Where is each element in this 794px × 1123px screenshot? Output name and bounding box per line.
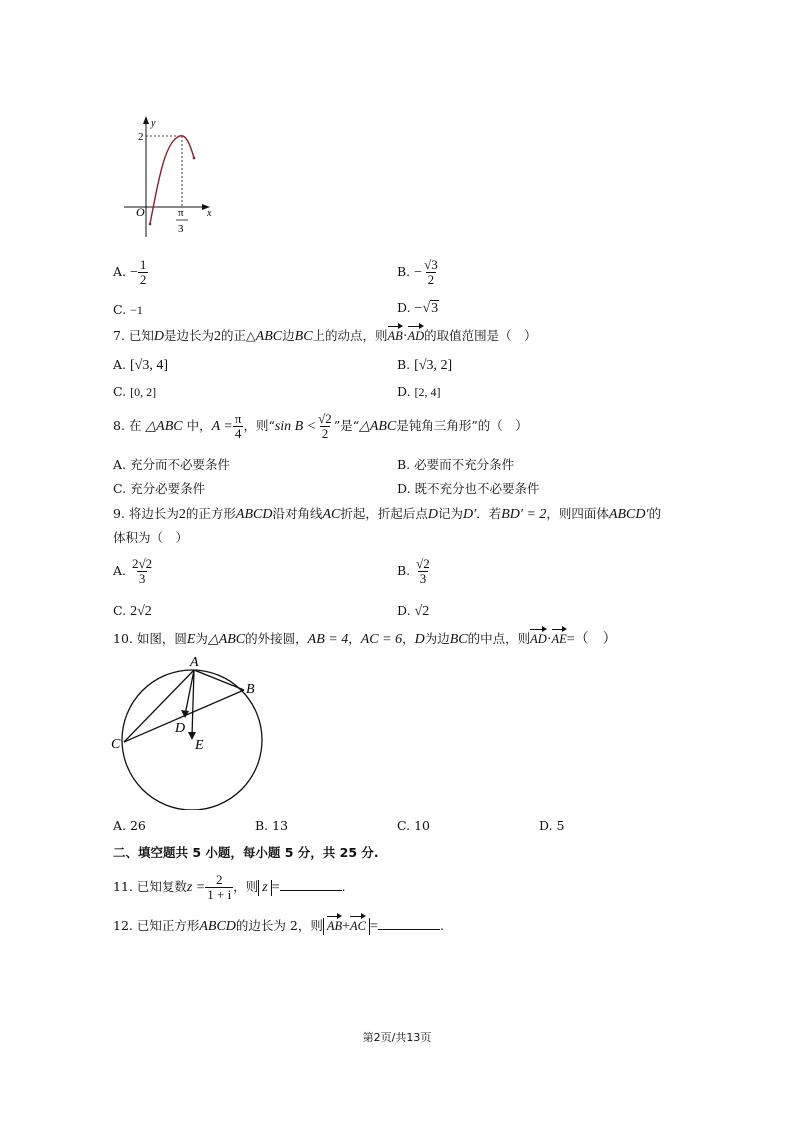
q8-option-a[interactable]: A. 充分而不必要条件 [113,457,230,472]
q9-stem-line2: 体积为（ ） [113,530,189,545]
q10-stem: 10. 如图，圆E为△ABC的外接圆，AB = 4，AC = 6，D为边BC的中点，则AD·AE=（ ） [113,631,617,647]
point-c-label: C [111,737,121,752]
q6-option-c[interactable]: C. −1 [113,302,143,317]
q8-option-d[interactable]: D. 既不充分也不必要条件 [397,481,540,496]
y-label: y [151,118,156,129]
q9-option-a[interactable]: A. $\frac{2√2}{3}$ [113,556,153,586]
sine-curve [150,136,194,224]
q8-option-b[interactable]: B. 必要而不充分条件 [397,457,515,472]
point-b-label: B [246,682,255,697]
q10-option-c[interactable]: C. 10 [397,818,430,833]
y-peak-label: 2 [138,131,144,143]
q8-option-c[interactable]: C. 充分必要条件 [113,481,206,496]
q10-option-d[interactable]: D. 5 [539,818,565,833]
q7-option-b[interactable]: B. [√3, 2] [397,357,453,373]
q12-answer-blank[interactable] [378,917,440,930]
q6-function-graph [110,112,220,242]
q10-option-a[interactable]: A. 26 [113,818,146,833]
q6-option-a[interactable]: A. − $\frac{1}{2}$ [113,257,147,287]
curve-start-dot [149,223,152,226]
q12-stem: 12. 已知正方形ABCD的边长为 2，则 AB+AC = . [113,918,444,934]
x-label: x [207,208,212,219]
q10-circle-figure [108,650,278,810]
vec-ab: AB [326,919,343,933]
x-peak-num: π [178,207,184,219]
origin-label: O [136,205,145,219]
q11-stem: 11. 已知复数z = $\frac{2}{1 + i}$ ，则 z = . [113,872,346,902]
side-ab [194,670,244,690]
point-e-label: E [195,738,204,753]
point-a-label: A [190,655,199,670]
x-peak-den: 3 [178,223,184,235]
page-footer: 第2页/共13页 [362,1031,432,1044]
vec-ad: AD [407,329,425,343]
point-d-label: D [175,721,186,736]
q9-option-d[interactable]: D. √2 [397,603,430,619]
q8-stem: 8. 在 △ABC 中，A = $\frac{\pi}{4}$ ，则“sin B < $\frac{√2}{2}$ ”是“△ABC是钝角三角形”的（ ） [113,411,528,441]
q7-option-d[interactable]: D. [2, 4] [397,384,441,399]
q9-option-b[interactable]: B. $\frac{√2}{3}$ [397,556,430,586]
curve-end-dot [193,157,196,160]
section-heading: 二、填空题共 5 小题，每小题 5 分，共 25 分. [113,845,379,860]
q10-option-b[interactable]: B. 13 [255,818,289,833]
q9-stem-line1: 9. 将边长为2的正方形ABCD沿对角线AC折起，折起后点D记为D′．若BD′ = 2，则四面体ABCD′的 [113,506,662,522]
vec-ad: AD [530,632,547,646]
vec-ac: AC [350,919,367,933]
q11-answer-blank[interactable] [280,878,342,891]
q6-option-b[interactable]: B. − $\frac{√3}{2}$ [397,257,438,287]
q6-option-d[interactable]: D. −√3 [397,300,439,316]
vec-ab: AB [387,329,403,343]
q9-option-c[interactable]: C. 2√2 [113,603,152,619]
y-axis-arrow [143,116,149,124]
q7-option-a[interactable]: A. [√3, 4] [113,357,169,373]
vec-ae: AE [551,632,567,646]
q7-option-c[interactable]: C. [0, 2] [113,384,157,399]
q7-stem: 7. 已知D是边长为2的正△ABC边BC上的动点，则AB·AD的取值范围是（ ） [113,328,537,344]
